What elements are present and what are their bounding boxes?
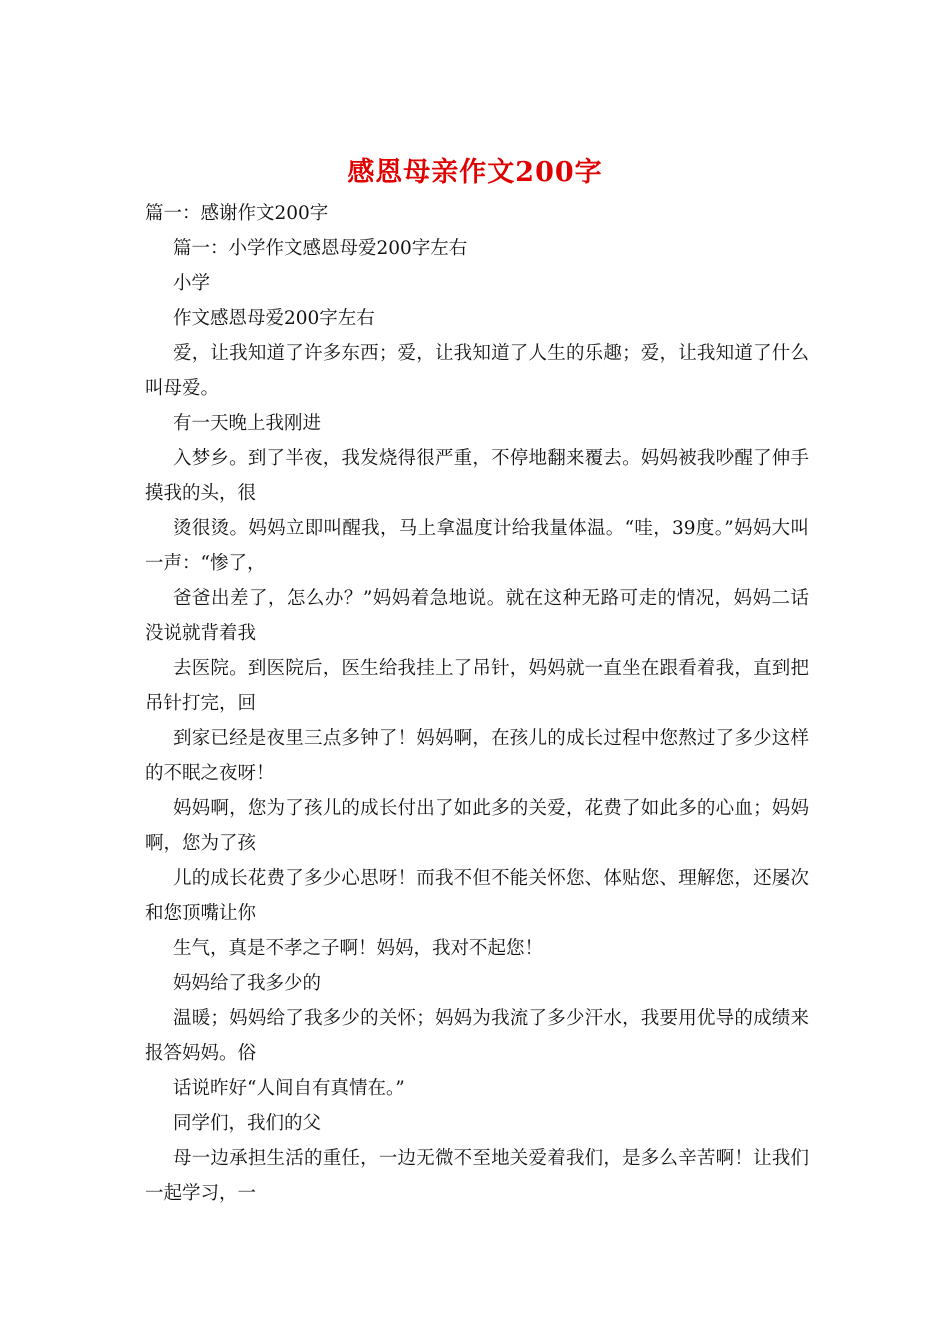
paragraph: 同学们，我们的父 bbox=[173, 1113, 322, 1134]
paragraph: 到家已经是夜里三点多钟了！妈妈啊，在孩儿的成长过程中您熬过了多少这样的不眠之夜呀！ bbox=[145, 728, 809, 784]
paragraph: 儿的成长花费了多少心思呀！而我不但不能关怀您、体贴您、理解您，还屡次和您顶嘴让你 bbox=[145, 868, 809, 924]
subsection-heading: 篇一：小学作文感恩母爱200字左右 bbox=[173, 238, 468, 259]
paragraph: 妈妈给了我多少的 bbox=[173, 973, 322, 994]
paragraph: 母一边承担生活的重任，一边无微不至地关爱着我们，是多么辛苦啊！让我们一起学习，一 bbox=[145, 1148, 809, 1204]
paragraph: 爸爸出差了，怎么办？”妈妈着急地说。就在这种无路可走的情况，妈妈二话没说就背着我 bbox=[145, 588, 809, 644]
paragraph: 小学 bbox=[173, 273, 211, 294]
paragraph: 生气，真是不孝之子啊！妈妈，我对不起您！ bbox=[173, 938, 544, 959]
paragraph: 有一天晚上我刚进 bbox=[173, 413, 322, 434]
paragraph: 话说昨好“人间自有真情在。” bbox=[173, 1078, 405, 1099]
paragraph: 烫很烫。妈妈立即叫醒我，马上拿温度计给我量体温。“哇，39度。”妈妈大叫一声：“惨了， bbox=[145, 518, 809, 574]
paragraph: 爱，让我知道了许多东西；爱，让我知道了人生的乐趣；爱，让我知道了什么叫母爱。 bbox=[145, 343, 809, 399]
paragraph: 温暖；妈妈给了我多少的关怀；妈妈为我流了多少汗水，我要用优导的成绩来报答妈妈。俗 bbox=[145, 1008, 809, 1064]
document-title: 感恩母亲作文200字 bbox=[347, 157, 603, 188]
section-heading: 篇一：感谢作文200字 bbox=[145, 203, 329, 224]
paragraph: 作文感恩母爱200字左右 bbox=[173, 308, 375, 329]
document-body bbox=[145, 196, 809, 1211]
paragraph: 入梦乡。到了半夜，我发烧得很严重，不停地翻来覆去。妈妈被我吵醒了伸手摸我的头，很 bbox=[145, 448, 809, 504]
paragraph: 妈妈啊，您为了孩儿的成长付出了如此多的关爱，花费了如此多的心血；妈妈啊，您为了孩 bbox=[145, 798, 809, 854]
paragraph: 去医院。到医院后，医生给我挂上了吊针，妈妈就一直坐在跟看着我，直到把吊针打完，回 bbox=[145, 658, 809, 714]
